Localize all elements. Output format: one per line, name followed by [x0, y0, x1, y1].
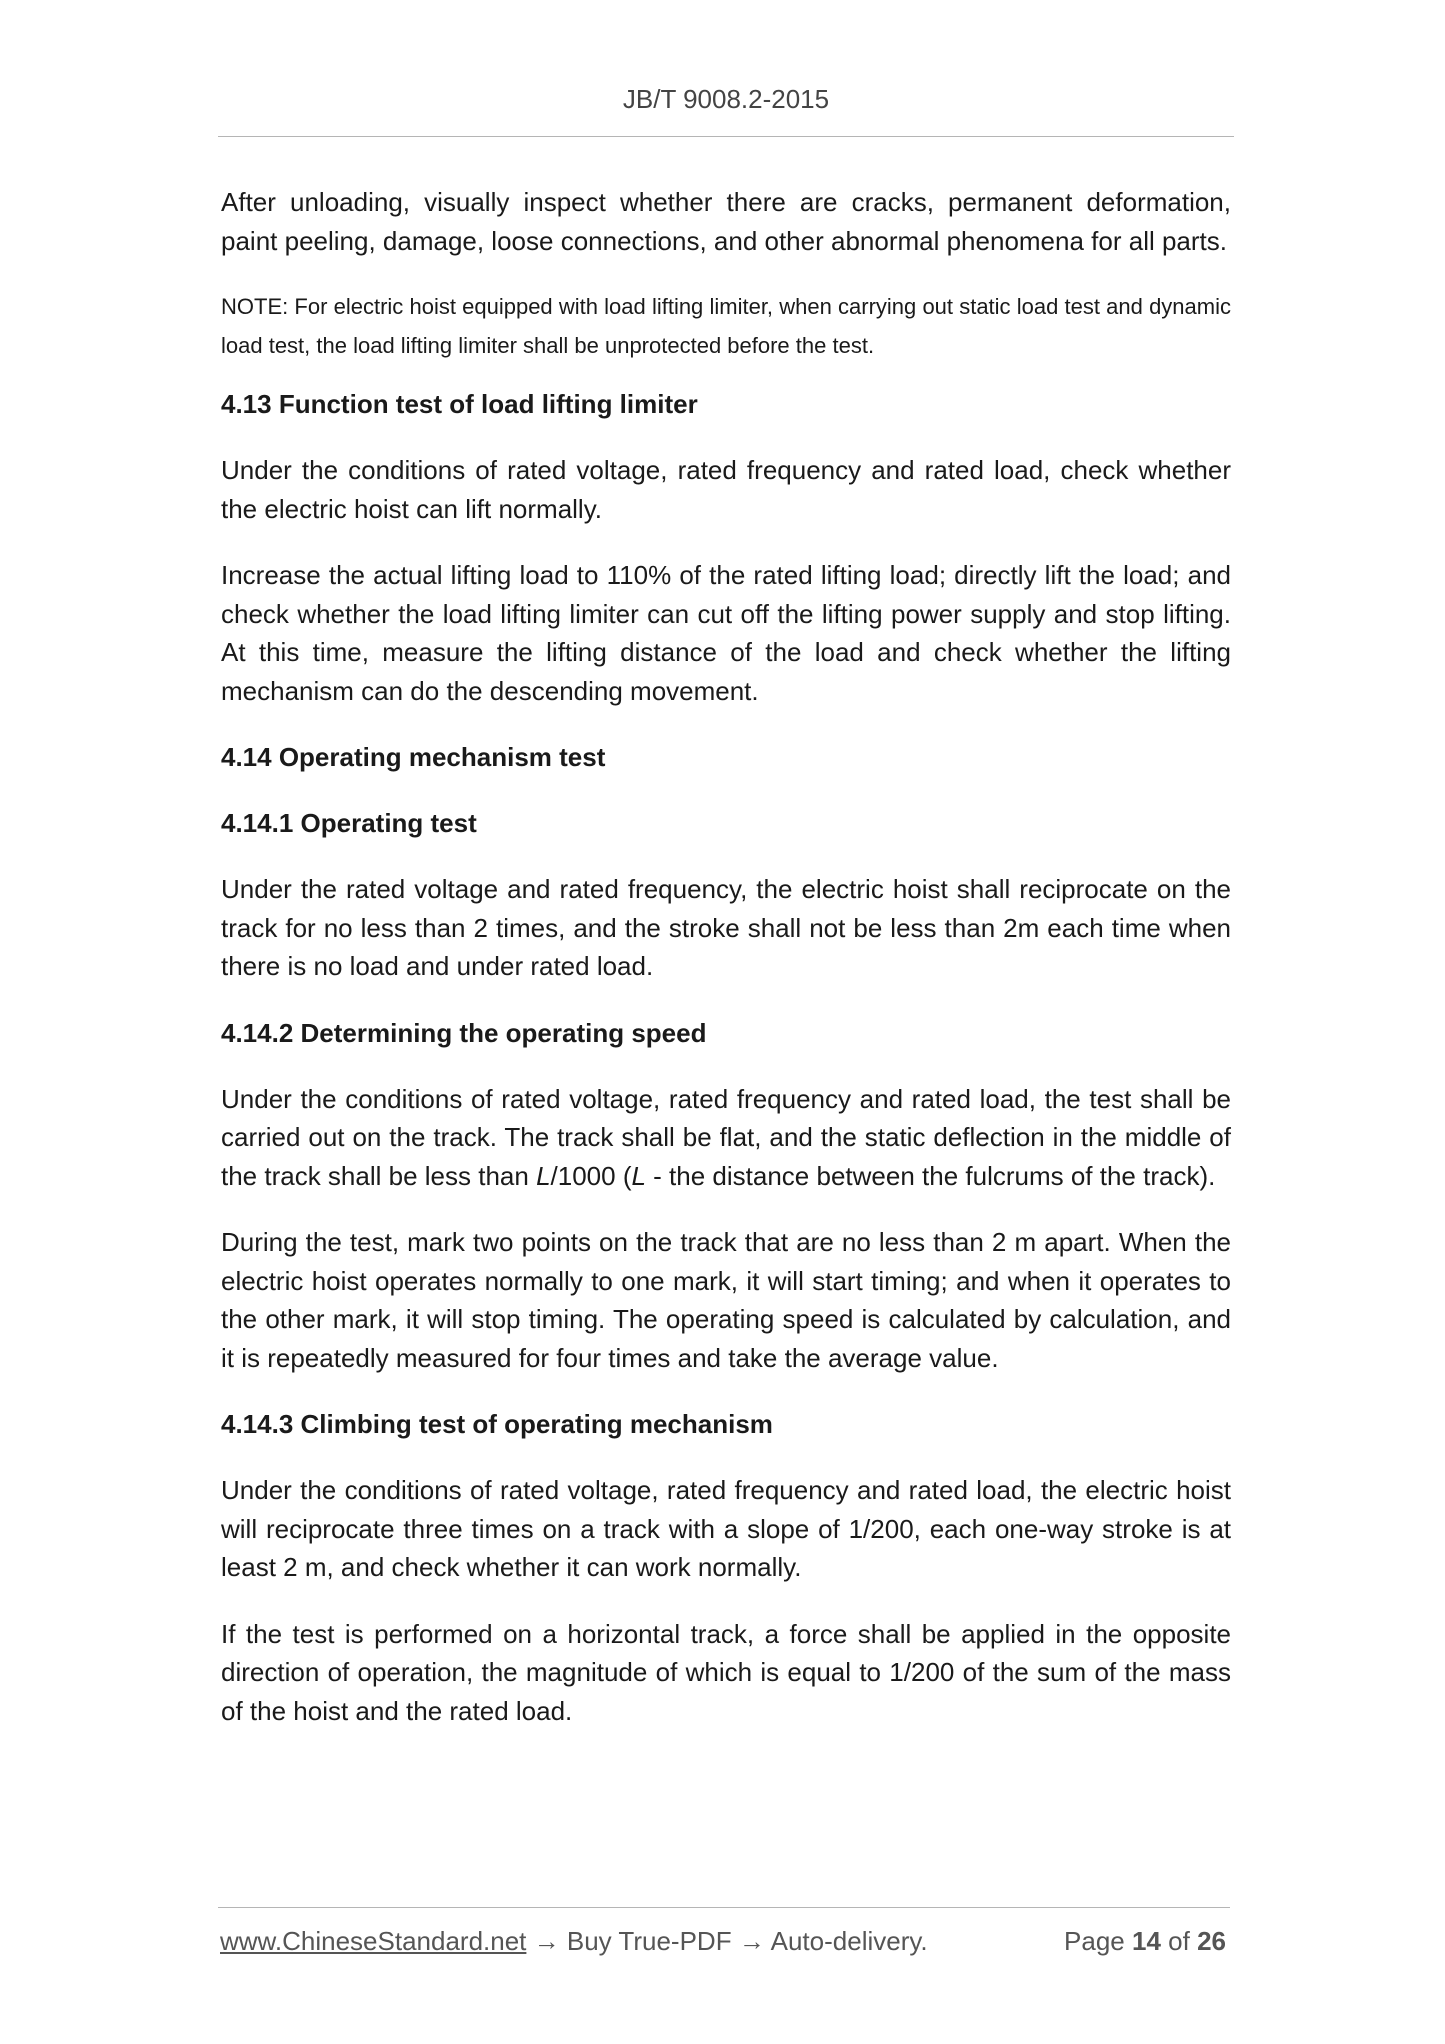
document-id-header: JB/T 9008.2-2015: [622, 84, 830, 114]
italic-l-symbol: L: [631, 1160, 646, 1191]
auto-delivery-text: Auto-delivery.: [770, 1926, 928, 1956]
chinesestandard-link[interactable]: www.ChineseStandard.net: [220, 1926, 527, 1956]
page-label: Page: [1064, 1926, 1125, 1956]
heading-4-14-3: 4.14.3 Climbing test of operating mechanism: [221, 1409, 773, 1439]
current-page-number: 14: [1132, 1926, 1161, 1956]
heading-4-13: 4.13 Function test of load lifting limiter: [221, 389, 698, 419]
page-number: [1064, 1926, 1226, 1957]
total-page-number: 26: [1197, 1926, 1226, 1956]
paragraph-after-unloading: After unloading, visually inspect whether there are cracks, permanent deformation, paint peeling, damage, loose connections, and other abnormal phenomena for all parts.: [221, 187, 1231, 256]
paragraph-4-14-3-b: If the test is performed on a horizontal track, a force shall be applied in the opposite direction of operation, the magnitude of which is equal to 1/200 of the sum of the mass of the hoist and the rated load.: [221, 1618, 1231, 1726]
header-divider: [218, 136, 1234, 137]
footer-promo: [220, 1926, 928, 1957]
of-label: of: [1168, 1926, 1190, 1956]
heading-4-14-1: 4.14.1 Operating test: [221, 808, 477, 838]
paragraph-4-13-a: Under the conditions of rated voltage, rated frequency and rated load, check whether the electric hoist can lift normally.: [221, 455, 1231, 524]
note-load-lifting-limiter: NOTE: For electric hoist equipped with load lifting limiter, when carrying out static load test and dynamic load test, the load lifting limiter shall be unprotected before the test.: [221, 294, 1231, 358]
paragraph-4-14-2-a: [221, 1080, 1231, 1196]
text-span: - the distance between the fulcrums of the track).: [645, 1160, 1216, 1191]
italic-l-symbol: L: [536, 1160, 551, 1191]
text-span: /1000 (: [550, 1160, 632, 1191]
page-footer: [220, 1926, 1230, 1966]
arrow-icon: →: [738, 1926, 765, 1956]
footer-divider: [218, 1907, 1230, 1908]
heading-4-14: 4.14 Operating mechanism test: [221, 742, 606, 772]
paragraph-4-14-2-b: During the test, mark two points on the track that are no less than 2 m apart. When the electric hoist operates normally to one mark, it will start timing; and when it operates to the other mark, it will stop timing. The operating speed is calculated by calculation, and it is repeatedly measured for four times and take the average value.: [221, 1227, 1231, 1373]
text-span: Under the conditions of rated voltage, rated frequency and rated load, the test shall be carried out on the track. The track shall be flat, and the static deflection in the middle of the track shall be less than: [221, 1083, 1231, 1191]
page-content: [221, 183, 1231, 1758]
heading-4-14-2: 4.14.2 Determining the operating speed: [221, 1017, 707, 1048]
arrow-icon: →: [533, 1926, 560, 1956]
paragraph-4-14-3-a: Under the conditions of rated voltage, rated frequency and rated load, the electric hoist will reciprocate three times on a track with a slope of 1/200, each one-way stroke is at least 2 m, and check whether it can work normally.: [221, 1475, 1231, 1582]
buy-true-pdf-text: Buy True-PDF: [566, 1926, 732, 1956]
paragraph-4-13-b: Increase the actual lifting load to 110% of the rated lifting load; directly lift the load; and check whether the load lifting limiter can cut off the lifting power supply and stop lifting. At this time, measure the lifting distance of the load and check whether the lifting mechanism can do the descending movement.: [221, 560, 1231, 706]
paragraph-4-14-1: Under the rated voltage and rated frequency, the electric hoist shall reciprocate on the track for no less than 2 times, and the stroke shall not be less than 2m each time when there is no load and under rated load.: [221, 874, 1231, 981]
